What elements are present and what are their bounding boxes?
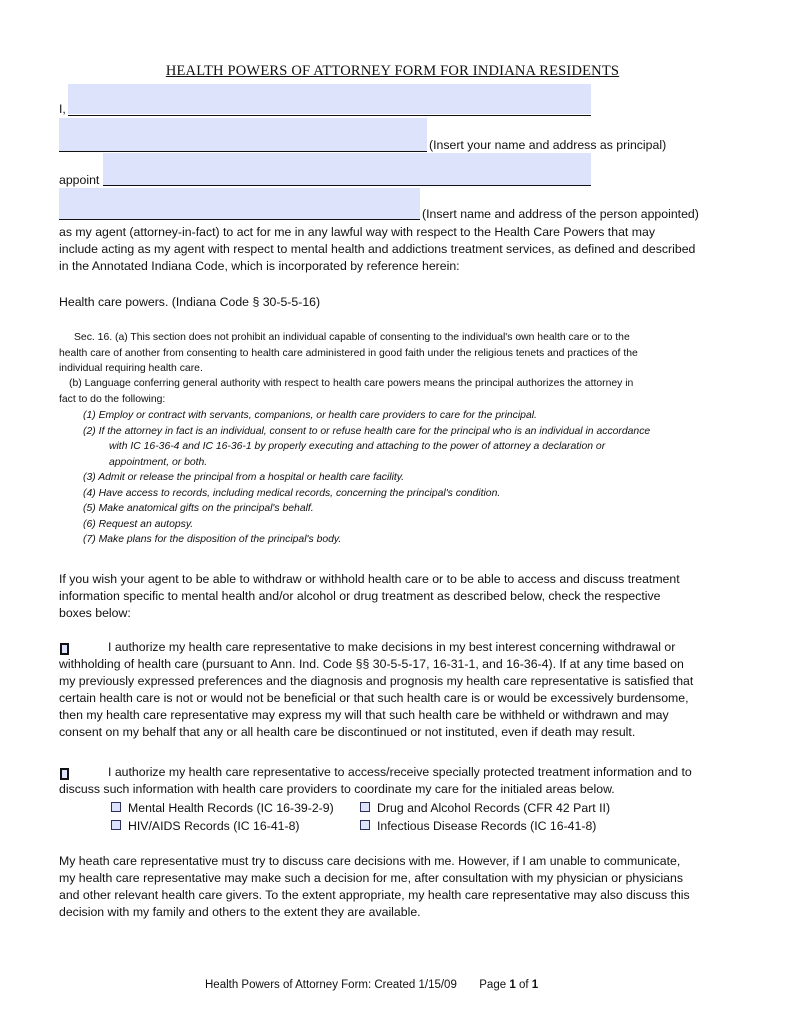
principal-prefix: I, [59, 102, 66, 116]
closing-line: and other relevant health care givers. To the extent appropriate, my health care representative may also discuss this [59, 888, 690, 902]
statute-line: Sec. 16. (a) This section does not prohibit an individual capable of consenting to the individual's own health care or to the [74, 332, 630, 343]
drug-alcohol-label: Drug and Alcohol Records (CFR 42 Part II) [377, 801, 611, 815]
mental-health-checkbox[interactable] [111, 802, 121, 812]
principal-name-rule [68, 115, 591, 116]
drug-alcohol-checkbox[interactable] [360, 802, 370, 812]
instruction-line: boxes below: [59, 606, 131, 620]
powers-list [83, 408, 650, 548]
closing-paragraph [59, 853, 690, 921]
instruction-line: information specific to mental health and/or alcohol or drug treatment as described below, check the respective [59, 589, 661, 603]
intro-line: include acting as my agent with respect to mental health and addictions treatment services, as defined and described [59, 242, 696, 256]
statute-line: (b) Language conferring general authority with respect to health care powers means the principal authorizes the attorney in [69, 378, 634, 389]
statute-line: fact to do the following: [59, 393, 166, 405]
hiv-aids-label: HIV/AIDS Records (IC 16-41-8) [128, 819, 300, 833]
intro-line: as my agent (attorney-in-fact) to act for me in any lawful way with respect to the Health Care Powers that may [59, 225, 655, 239]
closing-line: my health care representative may make such a decision for me, after consultation with my physician or physicians [59, 871, 684, 885]
footer-page-total: 1 [531, 979, 539, 991]
section-heading: Health care powers. (Indiana Code § 30-5-5-16) [59, 295, 321, 309]
agent-name-rule [103, 185, 591, 186]
agent-hint: (Insert name and address of the person appointed) [422, 207, 699, 221]
power-item: with IC 16-36-4 and IC 16-36-1 by properly executing and attaching to the power of attorney a declaration or [109, 441, 606, 452]
infectious-disease-checkbox[interactable] [360, 820, 370, 830]
intro-line: in the Annotated Indiana Code, which is incorporated by reference herein: [59, 259, 460, 273]
agent-name-field[interactable] [103, 153, 591, 185]
principal-name-field[interactable] [68, 84, 591, 114]
withdraw-care-paragraph [59, 639, 693, 741]
power-item: (2) If the attorney in fact is an individual, consent to or refuse health care for the principal who is an individual in accordance [83, 425, 651, 437]
statute-line: health care of another from consenting to health care administered in good faith under the religious tenets and practices of the [59, 347, 638, 359]
statute-line: individual requiring health care. [59, 363, 203, 374]
agent-address-field[interactable] [59, 188, 420, 219]
footer-of-word: of [518, 979, 529, 991]
auth-line: I authorize my health care representative to access/receive specially protected treatment information and to [108, 765, 692, 779]
power-item: appointment, or both. [109, 456, 208, 468]
auth-line: certain health care is not or would not be beneficial or that such health care is or would be excessively burdensome, [59, 691, 689, 705]
records-access-paragraph [59, 764, 692, 798]
closing-line: My heath care representative must try to discuss care decisions with me. However, if I am unable to communicate, [59, 854, 681, 868]
mental-health-label: Mental Health Records (IC 16-39-2-9) [128, 801, 334, 815]
closing-line: decision with my family and others to the extent they are available. [59, 905, 421, 919]
agent-prefix: appoint [59, 173, 100, 187]
power-item: (5) Make anatomical gifts on the principal's behalf. [83, 503, 314, 514]
auth-line: I authorize my health care representative to make decisions in my best interest concerning withdrawal or [108, 640, 676, 654]
footer-page-number: 1 [509, 979, 516, 991]
intro-paragraph [59, 224, 695, 275]
auth-line: withholding of health care (pursuant to Ann. Ind. Code §§ 30-5-5-17, 16-31-1, and 16-36-4). If at any time based on [59, 657, 684, 671]
principal-address-field[interactable] [59, 118, 427, 151]
footer-page-word: Page [479, 979, 507, 991]
statute-a [59, 330, 638, 377]
infectious-disease-label: Infectious Disease Records (IC 16-41-8) [377, 819, 597, 833]
principal-address-rule [59, 151, 427, 152]
power-item: (6) Request an autopsy. [83, 518, 194, 530]
page-footer [205, 979, 538, 991]
auth-line: consent on my behalf that any or all health care be discontinued or not instituted, even if death may result. [59, 725, 636, 739]
instruction-line: If you wish your agent to be able to withdraw or withhold health care or to be able to access and discuss treatment [59, 572, 680, 586]
power-item: (3) Admit or release the principal from a hospital or health care facility. [83, 472, 405, 483]
power-item: (1) Employ or contract with servants, companions, or health care providers to care for the principal. [83, 410, 537, 421]
power-item: (4) Have access to records, including medical records, concerning the principal's condition. [83, 487, 501, 499]
auth-line: my previously expressed preferences and the diagnosis and prognosis my health care representative is satisfied that [59, 674, 694, 688]
auth-line: then my health care representative may express my will that such health care be withheld or withdrawn and may [59, 708, 669, 722]
principal-hint: (Insert your name and address as principal) [429, 138, 667, 152]
page-title: HEALTH POWERS OF ATTORNEY FORM FOR INDIANA RESIDENTS [165, 63, 620, 79]
power-item: (7) Make plans for the disposition of the principal's body. [83, 534, 342, 545]
agent-address-rule [59, 219, 420, 220]
auth-line: discuss such information with health care providers to coordinate my care for the initialed areas below. [59, 782, 615, 796]
instruction-paragraph [59, 571, 680, 622]
hiv-aids-checkbox[interactable] [111, 820, 121, 830]
footer-created: Health Powers of Attorney Form: Created 1/15/09 [205, 979, 457, 991]
statute-b [59, 376, 633, 407]
